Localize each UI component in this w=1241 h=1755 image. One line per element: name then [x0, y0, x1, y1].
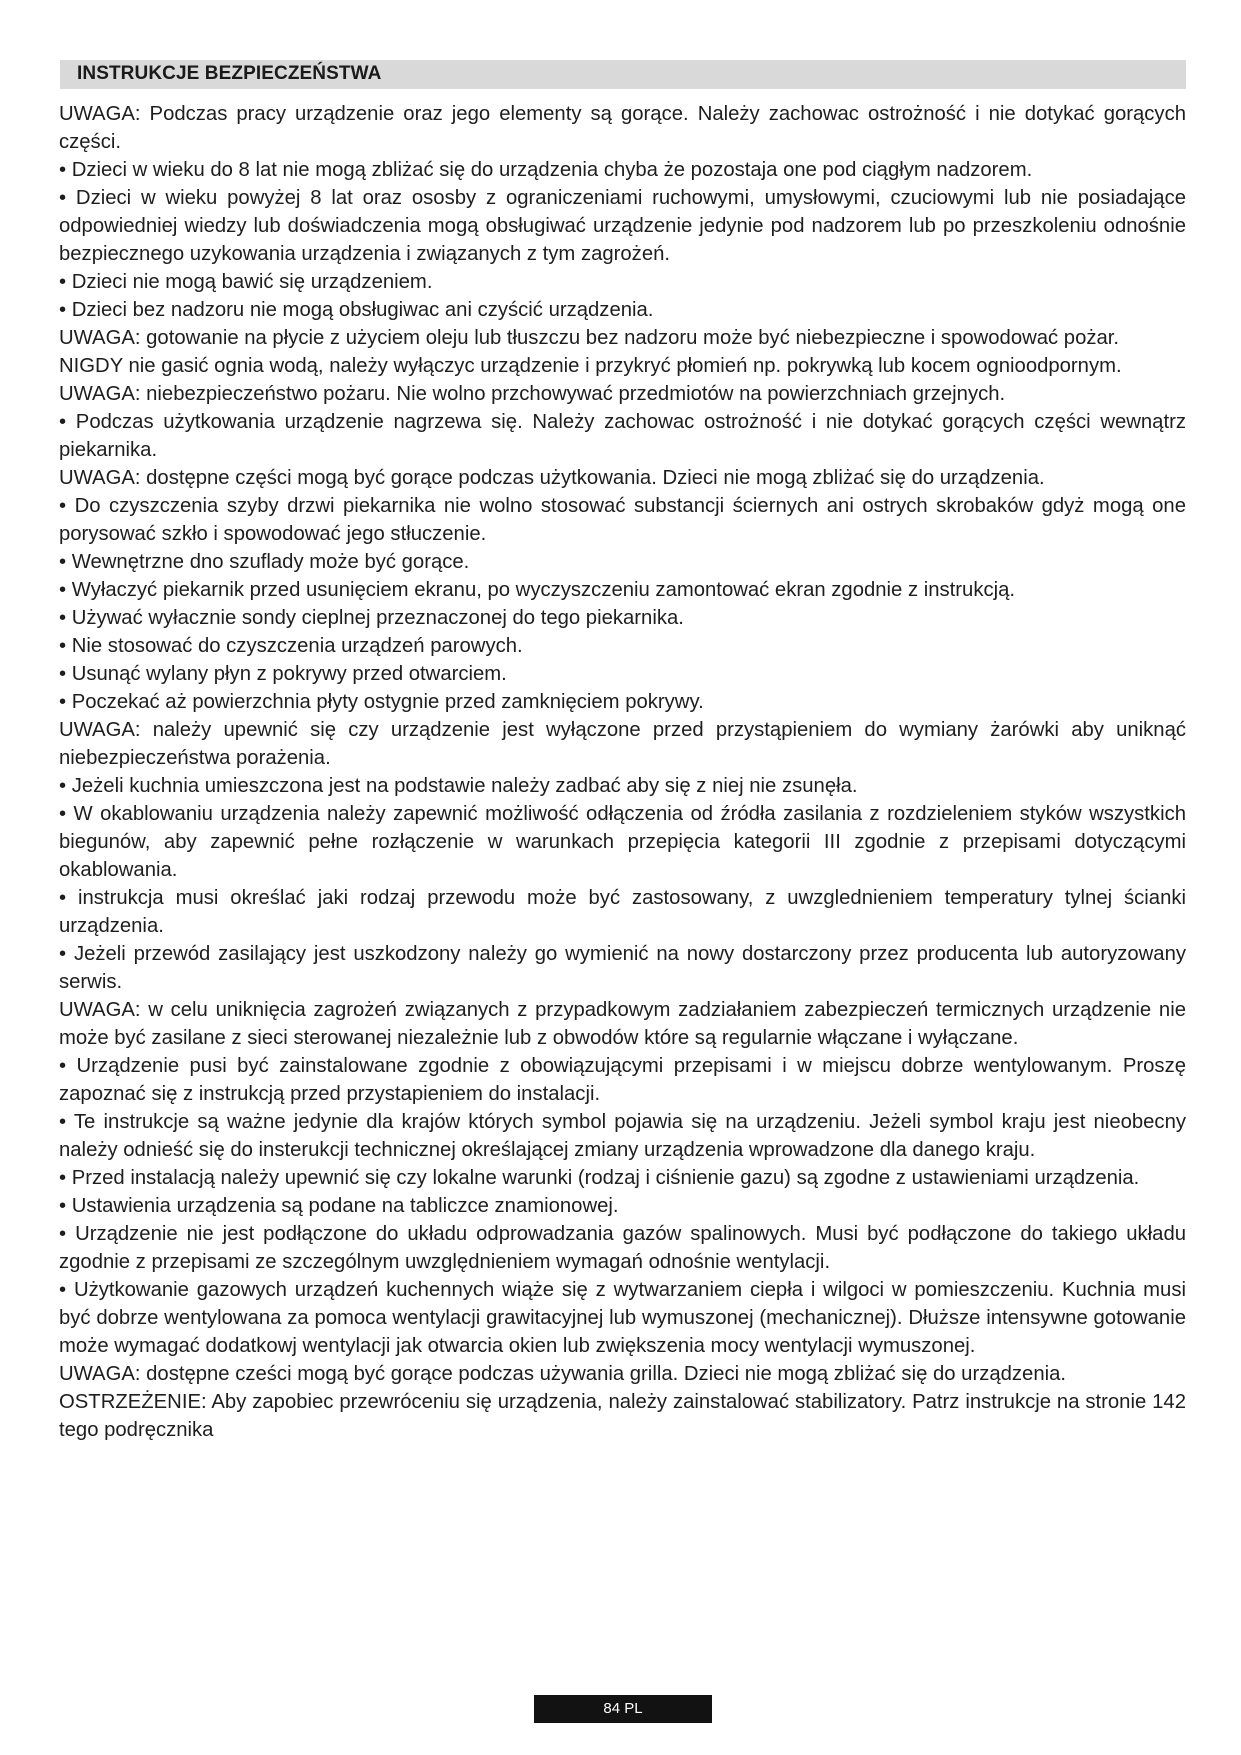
instruction-paragraph: • Jeżeli kuchnia umieszczona jest na podstawie należy zadbać aby się z niej nie zsunęła.	[59, 775, 858, 797]
instruction-paragraph: • Dzieci w wieku powyżej 8 lat oraz ososby z ograniczeniami ruchowymi, umysłowymi, czuciowymi lub nie posiadające odpowiedniej wiedzy lub doświadczenia mogą obsługiwać urządzenie jedynie pod nadzorem lub po przeszkoleniu odnośnie bezpiecznego uzykowania urządzenia i związanych z tym zagrożeń.	[59, 187, 1186, 265]
instruction-paragraph: UWAGA: niebezpieczeństwo pożaru. Nie wolno przchowywać przedmiotów na powierzchniach grzejnych.	[59, 383, 1006, 405]
instruction-paragraph: • Urządzenie nie jest podłączone do układu odprowadzania gazów spalinowych. Musi być podłączone do takiego układu zgodnie z przepisami ze szczególnym uwzględnieniem wymagań odnośnie wentylacji.	[59, 1223, 1186, 1273]
instruction-paragraph: • Jeżeli przewód zasilający jest uszkodzony należy go wymienić na nowy dostarczony przez producenta lub autoryzowany serwis.	[59, 943, 1186, 993]
instruction-paragraph: NIGDY nie gasić ognia wodą, należy wyłączyc urządzenie i przykryć płomień np. pokrywką lub kocem ognioodpornym.	[59, 355, 1122, 377]
instruction-paragraph: • Dzieci w wieku do 8 lat nie mogą zbliżać się do urządzenia chyba że pozostaja one pod ciągłym nadzorem.	[59, 159, 1033, 181]
instruction-paragraph: • Przed instalacją należy upewnić się czy lokalne warunki (rodzaj i ciśnienie gazu) są zgodne z ustawieniami urządzenia.	[59, 1167, 1140, 1189]
instruction-paragraph: UWAGA: dostępne cześci mogą być gorące podczas używania grilla. Dzieci nie mogą zbliżać się do urządzenia.	[59, 1363, 1067, 1385]
section-title: INSTRUKCJE BEZPIECZEŃSTWA	[77, 63, 382, 84]
instruction-paragraph: UWAGA: należy upewnić się czy urządzenie jest wyłączone przed przystąpieniem do wymiany żarówki aby uniknąć niebezpieczeństwa porażenia.	[59, 719, 1186, 769]
instruction-paragraph: • Wyłaczyć piekarnik przed usunięciem ekranu, po wyczyszczeniu zamontować ekran zgodnie z instrukcją.	[59, 579, 1016, 601]
instruction-paragraph: OSTRZEŻENIE: Aby zapobiec przewróceniu się urządzenia, należy zainstalować stabilizatory. Patrz instrukcje na stronie 142 tego podręcznika	[59, 1391, 1186, 1441]
instruction-paragraph: • Używać wyłacznie sondy cieplnej przeznaczonej do tego piekarnika.	[59, 607, 684, 629]
instruction-paragraph: • Ustawienia urządzenia są podane na tabliczce znamionowej.	[59, 1195, 619, 1217]
instruction-paragraph: UWAGA: w celu uniknięcia zagrożeń związanych z przypadkowym zadziałaniem zabezpieczeń termicznych urządzenie nie może być zasilane z sieci sterowanej niezależnie lub z obwodów które są regularnie włączane i wyłączane.	[59, 999, 1186, 1049]
safety-instructions-body	[59, 100, 1186, 1444]
instruction-paragraph: • Wewnętrzne dno szuflady może być gorące.	[59, 551, 470, 573]
instruction-paragraph: • Nie stosować do czyszczenia urządzeń parowych.	[59, 635, 523, 657]
instruction-paragraph: • Urządzenie pusi być zainstalowane zgodnie z obowiązującymi przepisami i w miejscu dobrze wentylowanym. Proszę zapoznać się z instrukcją przed przystapieniem do instalacji.	[59, 1055, 1186, 1105]
instruction-paragraph: • Dzieci bez nadzoru nie mogą obsługiwac ani czyścić urządzenia.	[59, 299, 654, 321]
page-number-badge: 84 PL	[534, 1695, 712, 1723]
instruction-paragraph: • Dzieci nie mogą bawić się urządzeniem.	[59, 271, 433, 293]
instruction-paragraph: • Do czyszczenia szyby drzwi piekarnika nie wolno stosować substancji ściernych ani ostrych skrobaków gdyż mogą one porysować szkło i spowodować jego stłuczenie.	[59, 495, 1186, 545]
instruction-paragraph: • Użytkowanie gazowych urządzeń kuchennych wiąże się z wytwarzaniem ciepła i wilgoci w pomieszczeniu. Kuchnia musi być dobrze wentylowana za pomoca wentylacji grawitacyjnej lub wymuszonej (mechanicznej). Dłuższe intensywne gotowanie może wymagać dodatkowj wentylacji jak otwarcia okien lub zwiększenia mocy wentylacji wymuszonej.	[59, 1279, 1186, 1357]
section-header-bar	[60, 60, 1186, 89]
instruction-paragraph: • Poczekać aż powierzchnia płyty ostygnie przed zamknięciem pokrywy.	[59, 691, 704, 713]
instruction-paragraph: • instrukcja musi określać jaki rodzaj przewodu może być zastosowany, z uwzglednieniem temperatury tylnej ścianki urządzenia.	[59, 887, 1186, 937]
instruction-paragraph: UWAGA: dostępne części mogą być gorące podczas użytkowania. Dzieci nie mogą zbliżać się do urządzenia.	[59, 467, 1045, 489]
instruction-paragraph: UWAGA: gotowanie na płycie z użyciem oleju lub tłuszczu bez nadzoru może być niebezpieczne i spowodować pożar.	[59, 327, 1120, 349]
instruction-paragraph: UWAGA: Podczas pracy urządzenie oraz jego elementy są gorące. Należy zachowac ostrożność i nie dotykać gorących części.	[59, 103, 1186, 153]
instruction-paragraph: • Podczas użytkowania urządzenie nagrzewa się. Należy zachowac ostrożność i nie dotykać gorących części wewnątrz piekarnika.	[59, 411, 1186, 461]
instruction-paragraph: • Te instrukcje są ważne jedynie dla krajów których symbol pojawia się na urządzeniu. Jeżeli symbol kraju jest nieobecny należy odnieść się do insterukcji technicznej określającej zmiany urządzenia wprowadzone dla danego kraju.	[59, 1111, 1186, 1161]
instruction-paragraph: • W okablowaniu urządzenia należy zapewnić możliwość odłączenia od źródła zasilania z rozdzieleniem styków wszystkich biegunów, aby zapewnić pełne rozłączenie w warunkach przepięcia kategorii III zgodnie z przepisami dotyczącymi okablowania.	[59, 803, 1186, 881]
instruction-paragraph: • Usunąć wylany płyn z pokrywy przed otwarciem.	[59, 663, 507, 685]
